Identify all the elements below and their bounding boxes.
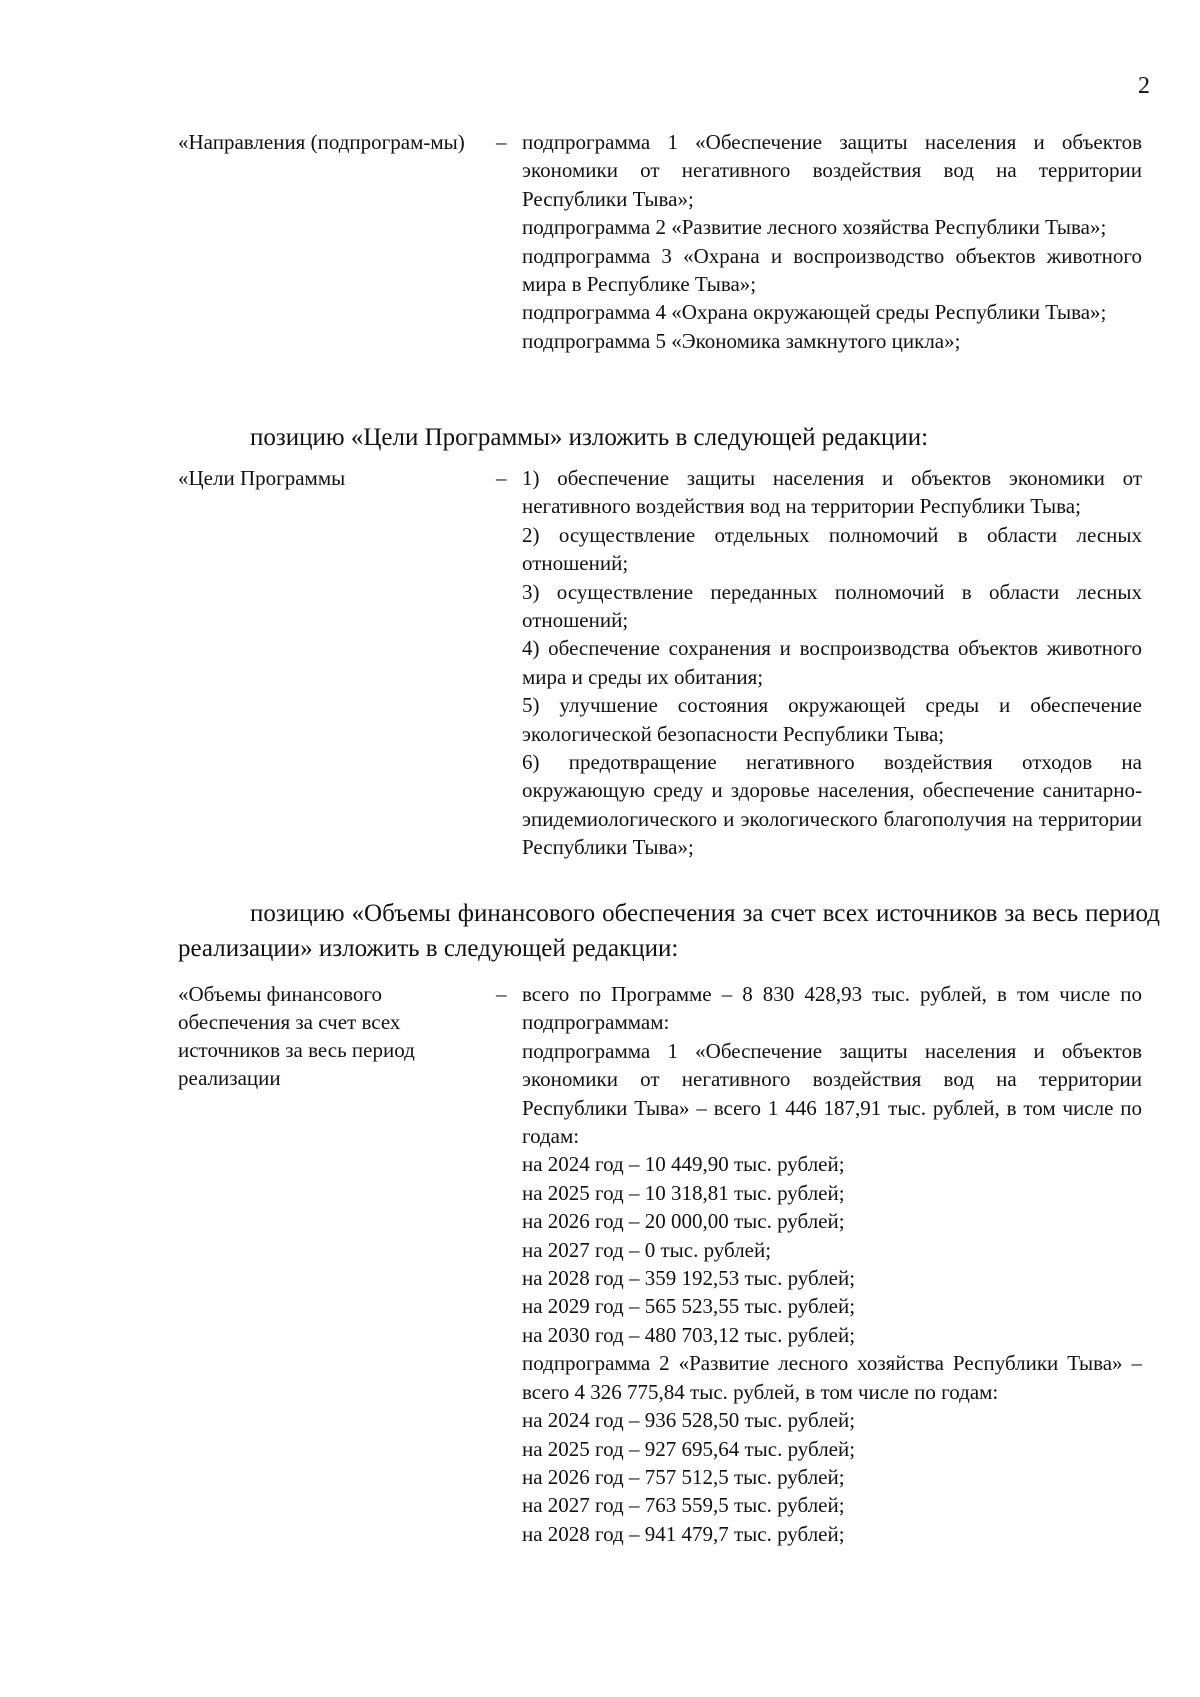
funding-line: на 2025 год – 927 695,64 тыс. рублей; — [522, 1436, 856, 1461]
funding-line: на 2025 год – 10 318,81 тыс. рублей; — [522, 1180, 845, 1205]
funding-line: всего по Программе – 8 830 428,93 тыс. рублей, в том числе по подпрограммам: — [522, 982, 1142, 1035]
subprogram-line: подпрограмма 4 «Охрана окружающей среды Республики Тыва»; — [522, 300, 1107, 325]
dash: – — [496, 130, 507, 154]
goals-row — [178, 464, 1160, 862]
goals-label-text: «Цели Программы — [178, 466, 346, 490]
funding-line: подпрограмма 1 «Обеспечение защиты населения и объектов экономики от негативного воздействия вод на территории Республики Тыва» – всего 1 446 187,91 тыс. рублей, в том числе по годам: — [522, 1038, 1142, 1149]
funding-label — [178, 980, 496, 1548]
goals-label — [178, 464, 496, 862]
subprogram-line: подпрограмма 1 «Обеспечение защиты населения и объектов экономики от негативного воздействия вод на территории Республики Тыва»; — [522, 130, 1142, 211]
instruction-funding: позицию «Объемы финансового обеспечения за счет всех источников за весь период реализации» изложить в следующей редакции: — [178, 900, 1160, 962]
goal-line: 2) осуществление отдельных полномочий в области лесных отношений; — [522, 522, 1142, 576]
subprogram-line: подпрограмма 2 «Развитие лесного хозяйства Республики Тыва»; — [522, 215, 1107, 240]
dash: – — [496, 982, 507, 1006]
funding-line: на 2024 год – 936 528,50 тыс. рублей; — [522, 1408, 856, 1433]
funding-line: на 2026 год – 757 512,5 тыс. рублей; — [522, 1464, 845, 1489]
directions-label-text: «Направления (подпрограм-мы) — [178, 130, 465, 154]
directions-content — [522, 128, 1142, 355]
funding-line: на 2027 год – 763 559,5 тыс. рублей; — [522, 1493, 845, 1518]
directions-label — [178, 128, 496, 355]
subprogram-line: подпрограмма 3 «Охрана и воспроизводство объектов животного мира в Республике Тыва»; — [522, 243, 1142, 297]
goals-content — [522, 464, 1142, 862]
page-number: 2 — [1138, 73, 1150, 99]
funding-line: на 2026 год – 20 000,00 тыс. рублей; — [522, 1209, 845, 1234]
goal-line: 3) осуществление переданных полномочий в области лесных отношений; — [522, 579, 1142, 633]
funding-line: на 2028 год – 941 479,7 тыс. рублей; — [522, 1521, 845, 1546]
goal-line: 6) предотвращение негативного воздействия отходов на окружающую среду и здоровье населения, обеспечение санитарно-эпидемиологического и экологического благополучия на территории Республики Тыва»; — [522, 750, 1142, 860]
funding-line: на 2024 год – 10 449,90 тыс. рублей; — [522, 1152, 845, 1177]
funding-content — [522, 980, 1142, 1548]
subprogram-line: подпрограмма 5 «Экономика замкнутого цикла»; — [522, 328, 961, 353]
funding-line: на 2029 год – 565 523,55 тыс. рублей; — [522, 1294, 856, 1319]
funding-line: на 2027 год – 0 тыс. рублей; — [522, 1237, 772, 1262]
funding-line: на 2030 год – 480 703,12 тыс. рублей; — [522, 1322, 856, 1347]
funding-line: подпрограмма 2 «Развитие лесного хозяйства Республики Тыва» – всего 4 326 775,84 тыс. рублей, в том числе по годам: — [522, 1351, 1142, 1404]
funding-row — [178, 980, 1160, 1548]
dash: – — [496, 466, 507, 490]
goal-line: 1) обеспечение защиты населения и объектов экономики от негативного воздействия вод на территории Республики Тыва; — [522, 466, 1142, 519]
funding-line: на 2028 год – 359 192,53 тыс. рублей; — [522, 1266, 856, 1291]
goal-line: 5) улучшение состояния окружающей среды и обеспечение экологической безопасности Республики Тыва; — [522, 693, 1142, 746]
goal-line: 4) обеспечение сохранения и воспроизводства объектов животного мира и среды их обитания; — [522, 636, 1142, 689]
directions-row — [178, 128, 1160, 355]
funding-label-text: «Объемы финансового обеспечения за счет всех источников за весь период реализации — [178, 982, 415, 1090]
instruction-goals: позицию «Цели Программы» изложить в следующей редакции: — [250, 424, 929, 451]
